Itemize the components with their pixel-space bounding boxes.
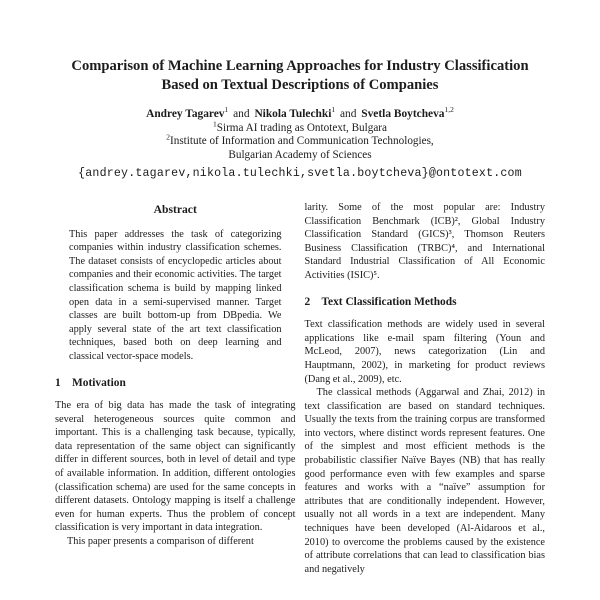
affiliation-text: Institute of Information and Communication Technologies, xyxy=(170,135,434,148)
section-heading-text-classification xyxy=(305,296,546,310)
affiliation-line xyxy=(0,118,600,136)
two-column-body xyxy=(0,201,600,576)
affiliation-marker: 2 xyxy=(166,132,170,142)
author-name: Svetla Boytcheva xyxy=(361,108,445,120)
section-title: Motivation xyxy=(72,376,126,389)
paragraph: Text classification methods are widely used in several applications like e-mail spam filtering (Youn and McLeod, 2007), news categorization (Lin and Hauptmann, 2002), in marketing for product reviews (Dang et al., 2009), etc. xyxy=(304,319,545,385)
author-name: Nikola Tulechki xyxy=(254,108,332,120)
affiliations-block xyxy=(0,118,600,163)
paper-title-line2: Based on Textual Descriptions of Companies xyxy=(161,77,439,93)
author-affiliation-marker: 1 xyxy=(224,105,229,115)
paper-title xyxy=(0,57,600,95)
paragraph: The era of big data has made the task of integrating several heterogeneous sources quite common and important. This is a challenging task because, typically, data representation of the same object can significantly differ in different sources, both in level of detail and type of available information. In addition, different ontologies (classification schema) are used for the same concepts in different datasets. Ontology mapping is itself a challenge even for human experts. Thus the problem of concept classification is very important in data integration. xyxy=(55,400,296,534)
authors-line xyxy=(0,107,600,122)
section-heading-motivation xyxy=(55,377,296,391)
author-name: Andrey Tagarev xyxy=(146,108,225,120)
right-column xyxy=(305,201,546,576)
author-affiliation-marker: 1,2 xyxy=(444,105,454,115)
affiliation-line xyxy=(0,149,600,163)
section-title: Text Classification Methods xyxy=(321,295,457,308)
section-number: 2 xyxy=(304,295,311,308)
affiliation-text: Bulgarian Academy of Sciences xyxy=(228,149,372,162)
affiliation-line xyxy=(0,132,600,149)
section-number: 1 xyxy=(55,376,61,389)
abstract-heading: Abstract xyxy=(153,202,197,216)
paragraph-continuation: larity. Some of the most popular are: Industry Classification Benchmark (ICB)², Global Industry Classification Standard (GICS)³, Thomson Reuters Business Classification (TRBC)⁴, and International Standard Industrial Classification of All Economic Activities (ISIC)⁵. xyxy=(304,201,545,281)
paragraph-cutoff: This paper presents a comparison of different xyxy=(67,536,254,548)
affiliation-marker: 1 xyxy=(212,118,217,128)
author-affiliation-marker: 1 xyxy=(331,105,336,115)
abstract-text: This paper addresses the task of categorizing companies within industry classification schemes. The dataset consists of encyclopedic articles about companies and their economic activities. The target classification schema is build by mapping linked open data in a semi-supervised manner. Target classes are built bottom-up from DBpedia. We apply several state of the art text classification techniques, based both on deep learning and classical vector-space models. xyxy=(69,228,282,362)
affiliation-text: Sirma AI trading as Ontotext, Bulgara xyxy=(216,121,387,134)
author-separator: and xyxy=(233,108,250,120)
paper-title-line1: Comparison of Machine Learning Approaches for Industry Classification xyxy=(71,58,529,74)
author-separator: and xyxy=(339,108,357,120)
paragraph: The classical methods (Aggarwal and Zhai, 2012) in text classification are based on standard techniques. Usually the texts from the training corpus are transformed into vectors, where distinct words represent features. One of the simplest and most efficient methods is the probabilistic classifier Naïve Bayes (NB) that has really good performance even with few examples and sparse features and works with a “naïve” assumption for attributes that are conditionally independent. However, usually not all words in a text are independent. Many techniques have been developed (Al-Aidaroos et al., 2010) to overcome the problems caused by the existence of attribute correlations that can lead to classification bias and negatively xyxy=(304,387,545,575)
contact-email: {andrey.tagarev,nikola.tulechki,svetla.boytcheva}@ontotext.com xyxy=(78,166,522,180)
left-column xyxy=(55,201,296,576)
